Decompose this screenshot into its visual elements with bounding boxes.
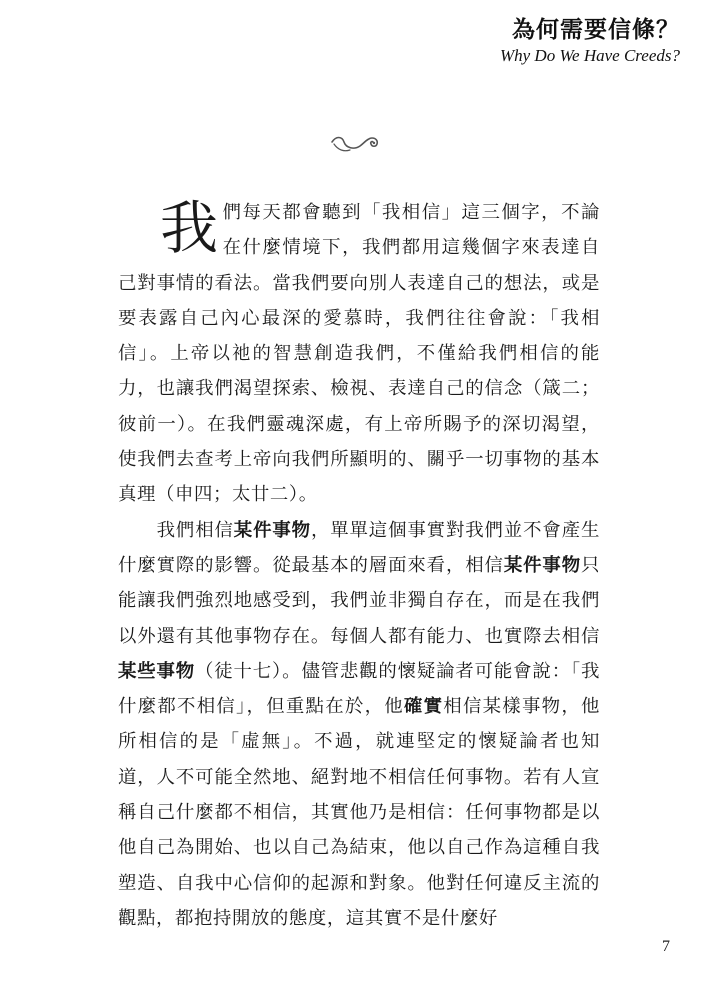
body-text xyxy=(118,195,600,936)
header-title-chinese: 為何需要信條？ xyxy=(512,17,680,43)
bold-term: 某些事物 xyxy=(118,660,196,682)
bold-term: 某件事物 xyxy=(503,554,581,576)
running-header xyxy=(500,14,680,66)
page-number: 7 xyxy=(662,938,670,955)
text-run: ，單單這個事實對我們並不會產生什麼實際的影響。從最基本的層面來看，相信 xyxy=(118,519,600,576)
text-run: 相信某樣事物，他所相信的是「虛無」。不過，就連堅定的懷疑論者也知道，人不可能全然地、絕對地不相信任何事物。若有人宣稱自己什麼都不相信，其實他乃是相信：任何事物都是以他自己為開始、也以自己為結束，他以自己作為這種自我塑造、自我中心信仰的起源和對象。他對任何違反主流的觀點，都抱持開放的態度，這其實不是什麼好 xyxy=(118,696,600,929)
paragraph-1-text: 們每天都會聽到「我相信」這三個字，不論在什麼情境下，我們都用這幾個字來表達自己對事情的看法。當我們要向別人表達自己的想法，或是要表露自己內心最深的愛慕時，我們往往會說：「我相信」。上帝以祂的智慧創造我們，不僅給我們相信的能力，也讓我們渴望探索、檢視、表達自己的信念（箴二；彼前一）。在我們靈魂深處，有上帝所賜予的深切渴望，使我們去查考上帝向我們所顯明的、關乎一切事物的基本真理（申四；太廿二）。 xyxy=(118,202,600,506)
header-title-english: Why Do We Have Creeds? xyxy=(499,46,680,65)
swirl-ornament-icon xyxy=(330,132,380,156)
bold-term: 確實 xyxy=(403,696,444,718)
bold-term: 某件事物 xyxy=(233,519,311,541)
paragraph-1 xyxy=(118,195,600,513)
text-run: 我們相信 xyxy=(156,519,234,541)
drop-cap: 我 xyxy=(160,194,219,262)
text-run: 只能讓我們強烈地感受到，我們並非獨自存在，而是在我們以外還有其他事物存在。每個人都有能力、也實際去相信 xyxy=(118,554,600,647)
text-run: （徒十七）。儘管悲觀的懷疑論者可能會說：「我什麼都不相信」，但重點在於，他 xyxy=(118,660,600,718)
paragraph-2 xyxy=(118,513,600,937)
